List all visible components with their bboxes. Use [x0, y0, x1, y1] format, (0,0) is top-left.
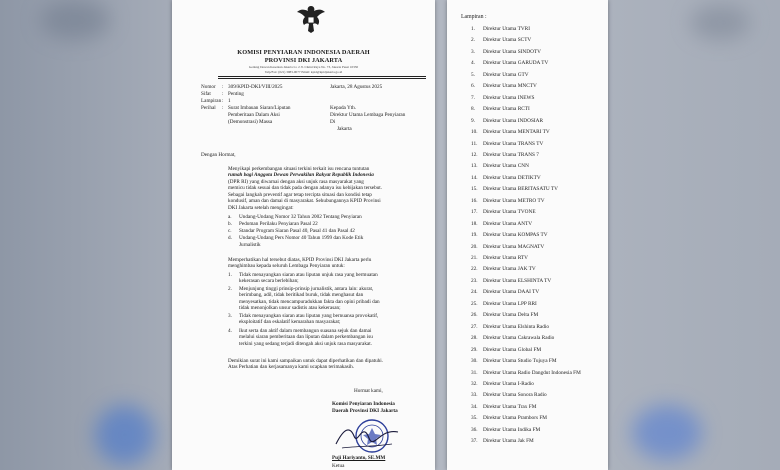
- header-divider: [218, 78, 426, 79]
- list-item-number: 2.: [471, 37, 475, 44]
- list-item-label: Direktur Utama CNN: [483, 163, 529, 170]
- point-line: Ikut serta dan aktif dalam membangun suasana sejuk dan damai: [239, 328, 372, 334]
- list-item-label: Direktur Utama GARUDA TV: [483, 60, 549, 67]
- list-item-number: 37.: [471, 438, 478, 445]
- list-item-label: Direktur Utama Radio Dangdut Indonesia FM: [483, 369, 581, 376]
- list-item-number: 15.: [471, 186, 478, 193]
- meta-colon: :: [222, 84, 224, 90]
- list-item-number: 26.: [471, 312, 478, 319]
- list-item-label: Direktur Utama INEWS: [483, 94, 535, 101]
- ref-marker: b.: [228, 221, 232, 227]
- meta-label: Sifat: [201, 91, 211, 97]
- letter-date: Jakarta, 28 Agustus 2025: [330, 84, 383, 90]
- list-item-number: 22.: [471, 266, 478, 273]
- attachment-title: Lampiran :: [461, 14, 487, 20]
- background-blur-shape: [40, 0, 110, 40]
- paragraph-line: memicu tidak sesuai dan tidak pada dengan adanya isu kebijakan tersebut.: [228, 185, 382, 192]
- point-text: [239, 328, 373, 347]
- list-item-number: 30.: [471, 358, 478, 365]
- list-item-label: Direktur Utama RTV: [483, 255, 528, 261]
- list-item-label: Direktur Utama TRANS 7: [483, 151, 539, 158]
- point-text: [239, 286, 380, 312]
- list-item-label: Direktur Utama Jak FM: [483, 438, 534, 445]
- paragraph-line: menghimbau kepada seluruh Lembaga Penyiaran untuk:: [228, 263, 345, 270]
- list-item-number: 24.: [471, 289, 478, 296]
- recipient-line: Kepada Yth.: [330, 105, 357, 111]
- meta-value: 1: [228, 98, 231, 104]
- letter-address: Gedung Dewan Kesenian Jakarta Lt. 2 Jl. Cikini Raya No. 73, Jakarta Pusat 10330: [248, 65, 359, 69]
- list-item-number: 36.: [471, 426, 478, 433]
- list-item-label: Direktur Utama Elshinta Radio: [483, 323, 550, 330]
- paragraph-line: (DPR RI) yang diwarnai dengan aksi unjuk rasa masyarakat yang: [228, 178, 364, 185]
- header-divider: [218, 76, 426, 77]
- meta-label: Lampiran: [201, 98, 222, 104]
- ref-text: Standar Program Siaran Pasal 40, Pasal 41 dan Pasal 42: [239, 228, 355, 234]
- meta-value: Penting: [228, 91, 244, 97]
- paragraph-line: Memperhatikan hal tersebut diatas, KPID Provinsi DKI Jakarta perlu: [228, 257, 372, 263]
- point-text: [239, 272, 378, 285]
- paragraph-line: DKI Jakarta setelah mengingat:: [228, 204, 294, 211]
- signature-org: Daerah Provinsi DKI Jakarta: [332, 408, 398, 414]
- point-text: [239, 313, 378, 326]
- list-item-label: Direktur Utama Cakrawala Radio: [483, 335, 555, 342]
- list-item-label: Direktur Utama METRO TV: [483, 197, 545, 204]
- list-item-label: Direktur Utama ELSHINTA TV: [483, 277, 552, 284]
- list-item-number: 33.: [471, 392, 478, 399]
- list-item-label: Direktur Utama TRANS TV: [483, 140, 544, 147]
- recipient-line: Di: [330, 119, 336, 125]
- meta-colon: :: [222, 91, 224, 97]
- paragraph-line: rumah bagi Anggota Dewan Perwakilan Rakyat Republik Indonesia: [228, 172, 374, 179]
- list-item-number: 13.: [471, 163, 478, 170]
- paragraph-line: Sebagai langkah preventif agar tetap tercipta situasi dan kondisi tetap: [228, 191, 372, 198]
- point-number: 3.: [228, 313, 232, 319]
- garuda-emblem-icon: [296, 3, 326, 35]
- background-blur-shape: [632, 405, 702, 460]
- list-item-number: 11.: [471, 140, 478, 147]
- point-number: 2.: [228, 286, 232, 292]
- paragraph-2: [228, 257, 371, 270]
- list-item-number: 5.: [471, 71, 475, 78]
- list-item-label: Direktur Utama MAGNATV: [483, 243, 545, 250]
- list-item-label: Direktur Utama RCTI: [483, 106, 530, 113]
- list-item-number: 19.: [471, 232, 478, 239]
- closing-line: Atas Perhatian dan kerjasamanya kami ucapkan terimakasih.: [228, 364, 355, 371]
- list-item-label: Direktur Utama Sonora Radio: [483, 392, 547, 399]
- list-item-label: Direktur Utama Delta FM: [483, 312, 539, 319]
- list-item-number: 32.: [471, 380, 478, 387]
- list-item-number: 25.: [471, 300, 478, 307]
- list-item-number: 27.: [471, 323, 478, 330]
- list-item-number: 35.: [471, 415, 478, 422]
- list-item-label: Direktur Utama JAK TV: [483, 266, 536, 273]
- list-item-number: 3.: [471, 48, 475, 55]
- meta-label: Nomor: [201, 84, 216, 90]
- list-item-number: 21.: [471, 255, 478, 261]
- point-line: eksploitatif dan eskalatif kemarahan masyarakat;: [239, 319, 341, 326]
- list-item-label: Direktur Utama DAAI TV: [483, 289, 540, 296]
- paragraph-1: [228, 166, 382, 211]
- list-item-number: 16.: [471, 197, 478, 204]
- meta-value: (Demonstrasi) Massa: [228, 119, 273, 125]
- list-item-number: 31.: [471, 369, 478, 376]
- ref-marker: d.: [228, 235, 232, 241]
- list-item-number: 6.: [471, 83, 475, 90]
- list-item-number: 18.: [471, 220, 478, 227]
- list-item-label: Direktur Utama Studio Tujuya FM: [483, 358, 557, 365]
- point-line: menyesatkan, tidak mencampuradukkan fakta dan opini pribadi dan: [239, 298, 380, 305]
- list-item-label: Direktur Utama TVRI: [483, 26, 530, 32]
- list-item-number: 10.: [471, 129, 478, 136]
- list-item-label: Direktur Utama MNCTV: [483, 83, 537, 90]
- list-item-label: Direktur Utama SCTV: [483, 37, 532, 44]
- list-item-number: 17.: [471, 209, 478, 216]
- point-number: 4.: [228, 328, 232, 334]
- list-item-label: Direktur Utama SINDOTV: [483, 48, 541, 55]
- list-item-number: 20.: [471, 243, 478, 250]
- list-item-label: Direktur Utama LPP RRI: [483, 300, 537, 307]
- ref-text: Pedoman Perilaku Penyiaran Pasal 22: [239, 221, 318, 227]
- recipient-line: Direktur Utama Lembaga Penyiaran: [330, 112, 406, 118]
- list-item-label: Direktur Utama ANTV: [483, 220, 533, 227]
- letter-header-line1: KOMISI PENYIARAN INDONESIA DAERAH: [237, 49, 370, 56]
- list-item-label: Direktur Utama TVONE: [483, 209, 536, 216]
- list-item-label: Direktur Utama DETIKTV: [483, 174, 541, 181]
- point-line: Tidak menayangkan siaran atau liputan yang bernuansa provokatif,: [239, 313, 379, 319]
- ref-text: Jurnalistik: [239, 242, 261, 248]
- point-line: kekerasan secara berlebihan;: [239, 278, 299, 285]
- list-item-number: 8.: [471, 106, 475, 113]
- list-item-number: 28.: [471, 335, 478, 342]
- list-item-number: 1.: [471, 26, 475, 32]
- list-item-number: 29.: [471, 346, 478, 353]
- list-item-label: Direktur Utama I-Radio: [483, 380, 534, 387]
- closing-paragraph: [228, 358, 383, 371]
- point-number: 1.: [228, 272, 232, 278]
- list-item-label: Direktur Utama Prambors FM: [483, 415, 547, 422]
- letter-header-line2: PROVINSI DKI JAKARTA: [264, 57, 343, 64]
- point-line: Menjunjung tinggi prinsip-prinsip jurnalistik, antara lain: akurat,: [239, 286, 374, 292]
- list-item-label: Direktur Utama Global FM: [483, 346, 542, 353]
- list-item-number: 12.: [471, 151, 478, 158]
- point-line: tidak menonjolkan unsur sadistis atau kekerasan;: [239, 305, 341, 312]
- signature-org: Komisi Penyiaran Indonesia: [332, 401, 395, 407]
- list-item-label: Direktur Utama GTV: [483, 71, 529, 78]
- ref-marker: c.: [228, 228, 232, 234]
- background-blur-shape: [95, 405, 155, 465]
- signer-title: Ketua: [332, 463, 345, 469]
- point-line: terkini yang sedang terjadi ditengah aksi unjuk rasa masyarakat.: [239, 340, 372, 347]
- meta-value: 309/KPID-DKI/VIII/2025: [228, 84, 283, 90]
- list-item-label: Direktur Utama Trax FM: [483, 403, 537, 410]
- meta-colon: :: [222, 105, 224, 111]
- list-item-label: Direktur Utama KOMPAS TV: [483, 232, 548, 239]
- letter-contact: Telp/Fax: (021) 3983-0077 Email: kpid@kpidjakarta.go.id: [264, 70, 343, 74]
- list-item-label: Direktur Utama MENTARI TV: [483, 129, 550, 136]
- list-item-number: 34.: [471, 403, 478, 410]
- point-line: melalui siaran pemberitaan dan liputan dalam perkembangan isu: [239, 334, 373, 341]
- background-blur-shape: [690, 5, 750, 40]
- paragraph-line: kondusif, aman dan damai di masyarakat. Sehubungannya KPID Provinsi: [228, 198, 381, 205]
- paragraph-line: Menyikapi perkembangan situasi terkini terkait isu rencana tuntutan: [228, 166, 370, 172]
- list-item-number: 14.: [471, 174, 478, 181]
- meta-value: Surat Imbauan Siaran/Liputan: [228, 105, 291, 111]
- closing-line: Demikian surat ini kami sampaikan untuk dapat diperhatikan dan dipatuhi.: [228, 358, 384, 364]
- signer-name: Puji Hariyanto, SE.MM: [332, 455, 386, 461]
- ref-text: Undang-Undang Pers Nomor 40 Tahun 1999 dan Kode Etik: [239, 235, 364, 241]
- point-line: berimbang, adil, tidak beritikad buruk, tidak menghasut dan: [239, 292, 364, 299]
- regards: Hormat kami,: [354, 388, 383, 394]
- list-item-number: 9.: [471, 117, 475, 124]
- handwritten-signature-icon: [332, 420, 402, 454]
- ref-marker: a.: [228, 214, 232, 220]
- list-item-label: Direktur Utama INDOSIAR: [483, 117, 544, 124]
- list-item-label: Direktur Utama BERITASATU TV: [483, 186, 558, 193]
- greeting: Dengan Hormat,: [201, 152, 236, 158]
- letter-page: [172, 0, 435, 470]
- recipient-line: Jakarta: [337, 126, 352, 132]
- attachment-page: [447, 0, 608, 470]
- list-item-number: 7.: [471, 94, 475, 101]
- point-line: Tidak menayangkan siaran atau liputan unjuk rasa yang bermuatan: [239, 272, 378, 278]
- meta-label: Perihal: [201, 105, 216, 111]
- list-item-number: 23.: [471, 277, 478, 284]
- meta-colon: :: [222, 98, 224, 104]
- meta-value: Pemberitaan Dalam Aksi: [228, 112, 280, 118]
- ref-text: Undang-Undang Nomor 32 Tahun 2002 Tentang Penyiaran: [239, 214, 362, 220]
- list-item-label: Direktur Utama Indika FM: [483, 426, 541, 433]
- list-item-number: 4.: [471, 60, 475, 67]
